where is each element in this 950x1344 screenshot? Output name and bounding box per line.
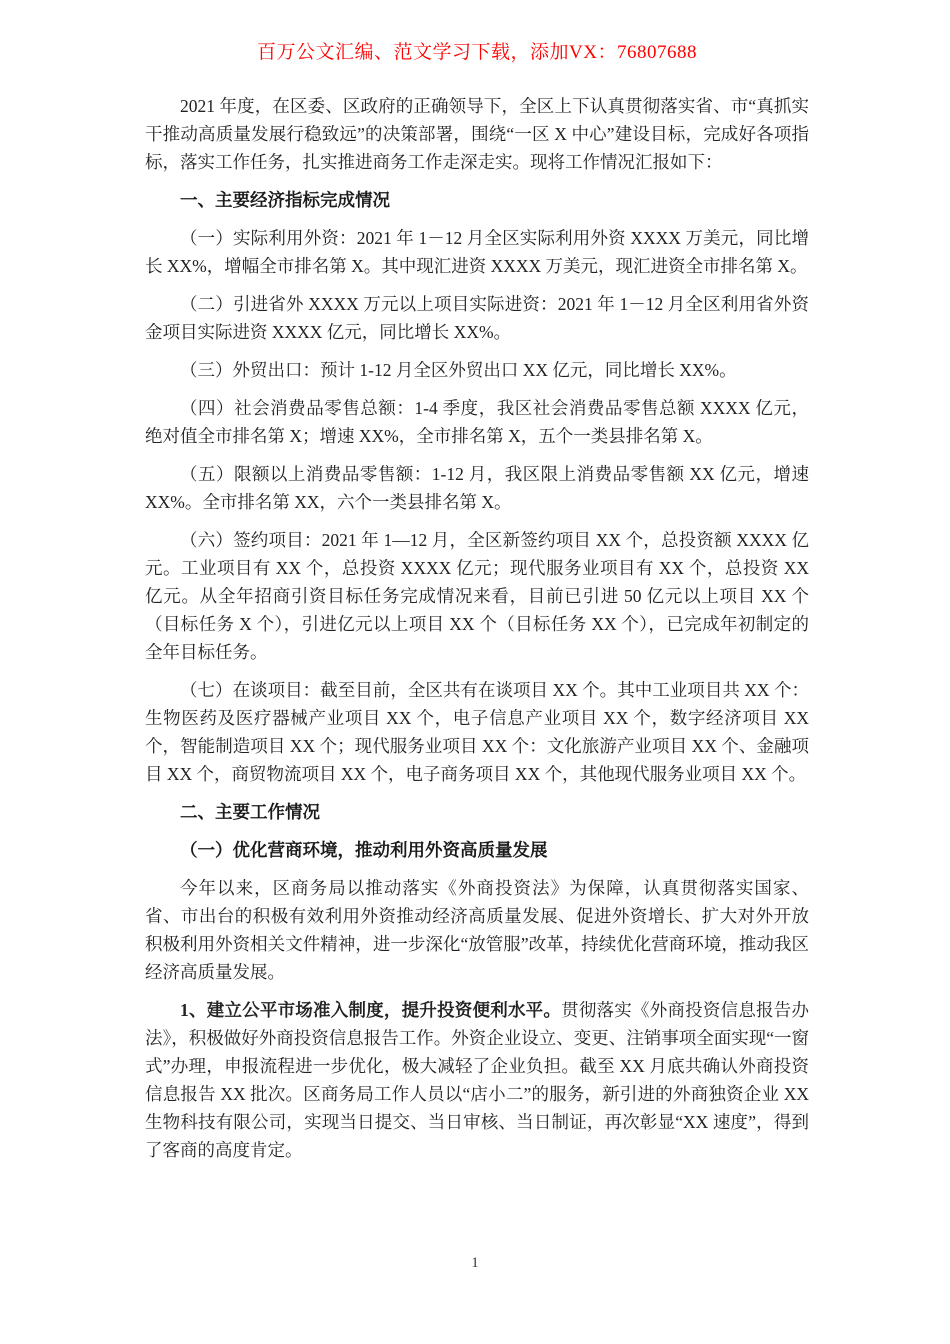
section-heading: （一）优化营商环境，推动利用外资高质量发展 (180, 840, 548, 860)
paragraph: 2021 年度，在区委、区政府的正确领导下，全区上下认真贯彻落实省、市“真抓实干推动高质量发展行稳致远”的决策部署，围绕“一区 X 中心”建设目标，完成好各项指标，落实工作任务，扎实推进商务工作走深走实。现将工作情况汇报如下： (145, 96, 809, 172)
paragraph: 1、建立公平市场准入制度，提升投资便利水平。贯彻落实《外商投资信息报告办法》，积极做好外商投资信息报告工作。外资企业设立、变更、注销事项全面实现“一窗式”办理，申报流程进一步优化，极大减轻了企业负担。截至 XX 月底共确认外商投资信息报告 XX 批次。区商务局工作人员以“店小二”的服务，新引进的外商独资企业 XX 生物科技有限公司，实现当日提交、当日审核、当日制证，再次彰显“XX 速度”，得到了客商的高度肯定。 (145, 1000, 810, 1160)
paragraph: （四）社会消费品零售总额：1-4 季度，我区社会消费品零售总额 XXXX 亿元，绝对值全市排名第 X；增速 XX%，全市排名第 X，五个一类县排名第 X。 (145, 398, 809, 446)
paragraph: （一）实际利用外资：2021 年 1－12 月全区实际利用外资 XXXX 万美元，同比增长 XX%，增幅全市排名第 X。其中现汇进资 XXXX 万美元，现汇进资全市排名第 X。 (145, 228, 809, 276)
paragraph: （六）签约项目：2021 年 1—12 月，全区新签约项目 XX 个，总投资额 XXXX 亿元。工业项目有 XX 个，总投资 XXXX 亿元；现代服务业项目有 XX 个，总投资 XX 亿元。从全年招商引资目标任务完成情况来看，目前已引进 50 亿元以上项目 XX 个（目标任务 X 个），引进亿元以上项目 XX 个（目标任务 XX 个），已完成年初制定的全年目标任务。 (145, 530, 809, 662)
page-number: 1 (471, 1255, 479, 1271)
paragraph: 今年以来，区商务局以推动落实《外商投资法》为保障，认真贯彻落实国家、省、市出台的积极有效利用外资推动经济高质量发展、促进外资增长、扩大对外开放积极利用外资相关文件精神，进一步深化“放管服”改革，持续优化营商环境，推动我区经济高质量发展。 (145, 878, 809, 982)
paragraph: （二）引进省外 XXXX 万元以上项目实际进资：2021 年 1－12 月全区利用省外资金项目实际进资 XXXX 亿元，同比增长 XX%。 (145, 294, 809, 342)
paragraph-lead: 1、建立公平市场准入制度，提升投资便利水平。 (180, 1000, 562, 1020)
section-heading: 二、主要工作情况 (180, 802, 320, 822)
paragraph: （七）在谈项目：截至目前，全区共有在谈项目 XX 个。其中工业项目共 XX 个：生物医药及医疗器械产业项目 XX 个，电子信息产业项目 XX 个，数字经济项目 XX 个，智能制造项目 XX 个；现代服务业项目 XX 个：文化旅游产业项目 XX 个、金融项目 XX 个，商贸物流项目 XX 个，电子商务项目 XX 个，其他现代服务业项目 XX 个。 (145, 680, 809, 784)
section-heading: 一、主要经济指标完成情况 (180, 190, 390, 210)
promo-notice: 百万公文汇编、范文学习下载，添加VX：76807688 (257, 42, 697, 63)
paragraph: （五）限额以上消费品零售额：1-12 月，我区限上消费品零售额 XX 亿元，增速 XX%。全市排名第 XX，六个一类县排名第 X。 (145, 464, 809, 512)
document-body (145, 92, 809, 1164)
paragraph: （三）外贸出口：预计 1-12 月全区外贸出口 XX 亿元，同比增长 XX%。 (180, 360, 737, 380)
